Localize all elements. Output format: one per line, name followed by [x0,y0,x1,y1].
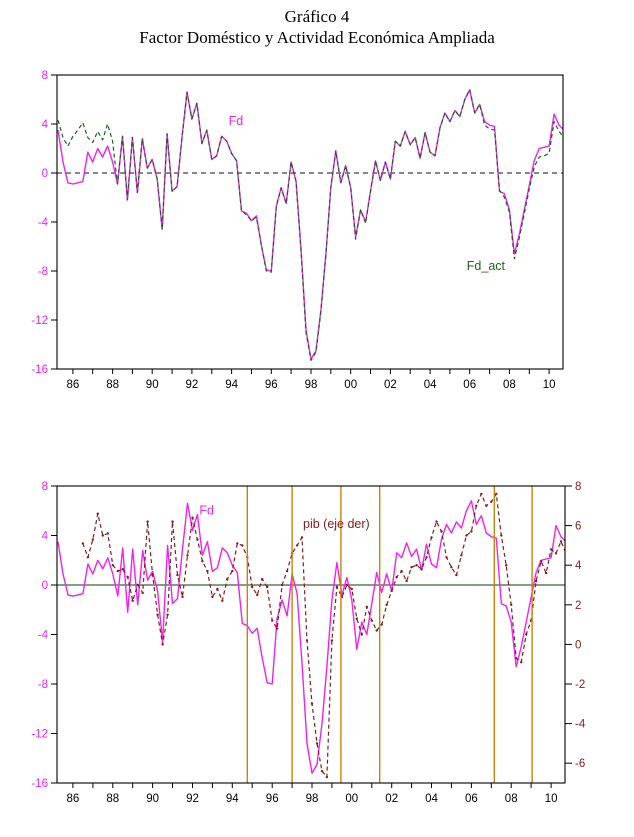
y-left-tick-label: 0 [41,168,48,180]
marker-pib [186,554,188,556]
y-left-tick-label: 8 [41,481,48,493]
x-tick-label: 90 [145,379,159,391]
series-Fd [58,501,566,773]
marker-pib [122,568,124,570]
marker-pib [216,588,218,590]
marker-pib [550,548,552,550]
bottom-chart [31,481,585,805]
marker-pib [490,501,492,503]
x-tick-label: 04 [423,379,437,391]
marker-pib [221,600,223,602]
y-left-tick-label: 4 [41,119,48,131]
marker-pib [296,544,298,546]
marker-pib [146,520,148,522]
marker-pib [495,493,497,495]
x-tick-label: 88 [106,379,119,391]
marker-pib [191,517,193,519]
x-tick-label: 06 [463,379,477,391]
marker-pib [400,570,402,572]
marker-pib [505,564,507,566]
marker-pib [226,578,228,580]
marker-pib [127,576,129,578]
marker-pib [520,661,522,663]
marker-pib [376,629,378,631]
marker-pib [107,532,109,534]
y-right-tick-label: 6 [575,520,582,533]
marker-pib [316,742,318,744]
marker-pib [465,534,467,536]
marker-pib [256,594,258,596]
marker-pib [281,584,283,586]
marker-pib [102,534,104,536]
marker-pib [396,576,398,578]
marker-pib [161,643,163,645]
marker-pib [117,570,119,572]
x-tick-label: 00 [345,793,359,805]
marker-pib [326,776,328,778]
y-left-tick-label: -8 [37,679,48,691]
marker-pib [386,604,388,606]
marker-pib [97,513,99,515]
x-tick-label: 92 [185,379,199,391]
marker-pib [440,530,442,532]
marker-pib [361,633,363,635]
marker-pib [306,639,308,641]
top-chart [31,70,564,391]
x-tick-label: 86 [66,793,80,805]
marker-pib [82,542,84,544]
marker-pib [415,564,417,566]
x-tick-label: 94 [225,379,238,391]
marker-pib [211,596,213,598]
marker-pib [410,566,412,568]
x-tick-label: 08 [503,379,516,391]
marker-pib [356,618,358,620]
marker-pib [241,544,243,546]
y-left-tick-label: -12 [31,315,48,327]
marker-pib [545,572,547,574]
marker-pib [475,505,477,507]
marker-pib [371,619,373,621]
marker-pib [515,657,517,659]
marker-pib [555,552,557,554]
x-tick-label: 96 [265,793,279,805]
marker-pib [231,570,233,572]
marker-pib [321,770,323,772]
marker-pib [311,703,313,705]
marker-pib [271,619,273,621]
marker-pib [500,534,502,536]
marker-pib [540,560,542,562]
marker-pib [445,556,447,558]
x-tick-label: 08 [504,793,518,805]
y-left-tick-label: -16 [31,364,48,376]
y-right-tick-label: -6 [575,758,586,771]
figure-subtitle: Factor Doméstico y Actividad Económica Ampliada [139,28,495,47]
marker-pib [171,520,173,522]
marker-pib [151,574,153,576]
y-left-tick-label: 8 [41,70,48,82]
x-tick-label: 98 [304,379,318,391]
y-left-tick-label: -12 [31,728,48,741]
marker-pib [535,580,537,582]
y-left-tick-label: -4 [37,629,48,642]
marker-pib [430,536,432,538]
marker-pib [525,633,527,635]
y-right-tick-label: 4 [575,560,582,573]
y-right-tick-label: 2 [575,599,582,612]
marker-pib [286,570,288,572]
series-label-Fd: Fd [199,503,214,518]
y-right-tick-label: -4 [575,718,586,731]
marker-pib [455,574,457,576]
marker-pib [425,556,427,558]
marker-pib [560,540,562,542]
x-tick-label: 86 [66,379,80,391]
y-left-tick-label: 0 [41,580,48,592]
marker-pib [381,623,383,625]
marker-pib [485,505,487,507]
x-tick-label: 10 [544,793,558,805]
marker-pib [261,578,263,580]
y-right-tick-label: 0 [575,639,582,652]
y-right-tick-label: 8 [575,481,582,493]
marker-pib [391,590,393,592]
marker-pib [450,566,452,568]
marker-pib [301,536,303,538]
x-tick-label: 00 [344,379,358,391]
plot-border [57,75,563,369]
marker-pib [251,586,253,588]
x-tick-label: 02 [384,379,397,391]
marker-pib [181,596,183,598]
y-left-tick-label: -4 [37,217,48,229]
x-tick-label: 92 [186,793,199,805]
y-left-tick-label: -8 [37,266,48,278]
x-tick-label: 96 [264,379,278,391]
x-tick-label: 98 [305,793,319,805]
x-tick-label: 90 [146,793,159,805]
x-tick-label: 88 [106,793,120,805]
marker-pib [351,588,353,590]
bottom-series-group [58,493,567,779]
x-tick-label: 04 [425,793,438,805]
series-label-pib-eje-der-: pib (eje der) [303,517,370,532]
marker-pib [470,530,472,532]
marker-pib [276,627,278,629]
x-tick-label: 02 [385,793,399,805]
marker-pib [346,584,348,586]
marker-pib [420,568,422,570]
series-Fd [58,90,564,360]
series-pib [83,494,566,777]
top-series-group [58,90,564,361]
marker-pib [510,604,512,606]
marker-pib [142,592,144,594]
marker-pib [196,538,198,540]
marker-pib [87,556,89,558]
marker-pib [206,570,208,572]
x-tick-label: 06 [465,793,478,805]
marker-pib [480,493,482,495]
series-label-Fd: Fd [228,114,244,129]
x-tick-label: 10 [542,379,556,391]
marker-pib [236,542,238,544]
y-left-tick-label: -16 [31,778,48,790]
marker-pib [137,584,139,586]
marker-pib [132,600,134,602]
series-Fd_act [58,90,564,361]
y-right-tick-label: -2 [575,679,586,691]
marker-pib [266,586,268,588]
marker-pib [405,580,407,582]
marker-pib [336,586,338,588]
y-left-tick-label: 4 [41,530,48,543]
marker-pib [435,520,437,522]
x-tick-label: 94 [225,793,239,805]
marker-pib [460,554,462,556]
marker-pib [366,606,368,608]
figure-title: Gráfico 4 [284,7,350,26]
marker-pib [92,538,94,540]
marker-pib [112,564,114,566]
marker-pib [166,614,168,616]
marker-pib [201,560,203,562]
marker-pib [331,639,333,641]
series-label-Fd-act: Fd_act [466,258,506,273]
marker-pib [176,574,178,576]
marker-pib [156,614,158,616]
